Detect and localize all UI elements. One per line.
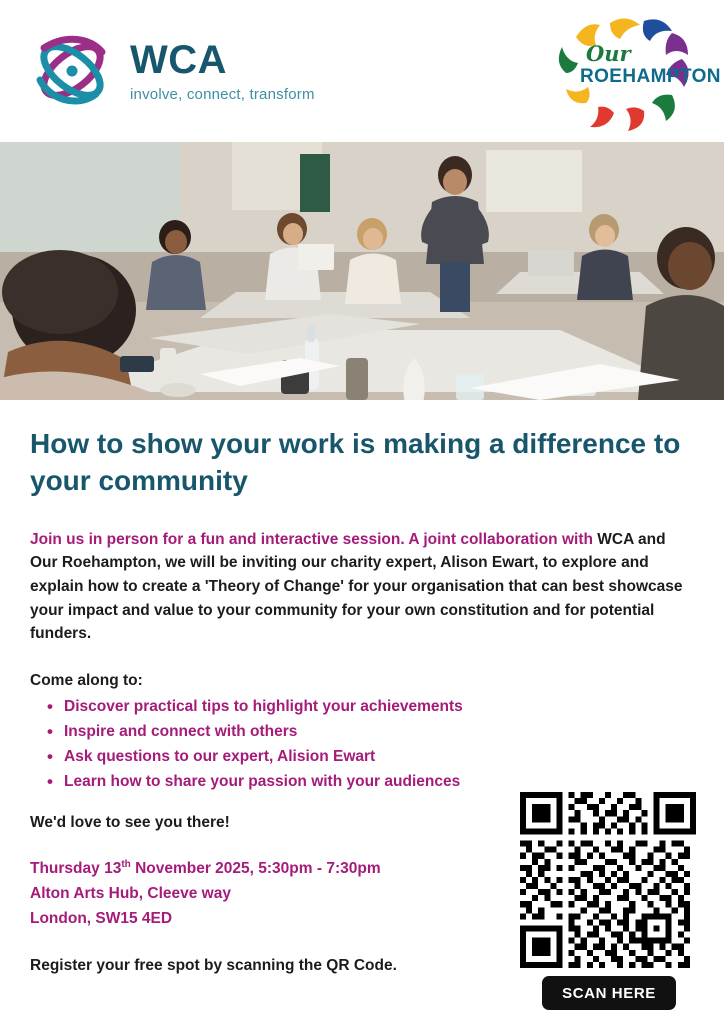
registration-qr-code[interactable]	[520, 792, 696, 968]
list-item: • Learn how to share your passion with your audiences	[64, 769, 694, 794]
closing-line: We'd love to see you there!	[30, 814, 230, 832]
partner-name-word: ROEHAMPTON	[580, 66, 721, 87]
partner-our-word: Our	[586, 41, 631, 66]
our-roehampton-logo	[552, 11, 721, 131]
event-venue: Alton Arts Hub, Cleeve way	[30, 885, 231, 903]
wca-logo	[26, 28, 315, 114]
wca-swirl-icon	[26, 28, 118, 114]
benefits-list	[30, 694, 694, 794]
list-item: • Ask questions to our expert, Alision Ewart	[64, 744, 694, 769]
wca-wordmark	[130, 40, 315, 102]
intro-dark-text: WCA and Our Roehampton, we will be inviting our charity expert, Alison Ewart, to explore and explain how to create a 'Theory of Change' for your organisation that can best showcase your impact and value to your community for your own constitution and for potential funders.	[30, 530, 683, 643]
register-instruction: Register your free spot by scanning the QR Code.	[30, 957, 397, 975]
event-date-prefix: Thursday 13	[30, 860, 122, 878]
workshop-photo	[0, 142, 724, 400]
event-city-postcode: London, SW15 4ED	[30, 910, 173, 928]
wca-name: WCA	[130, 38, 228, 82]
event-date-ordinal: th	[121, 858, 131, 870]
page-title: How to show your work is making a difference to your community	[30, 428, 681, 496]
scan-here-button[interactable]: SCAN HERE	[542, 976, 676, 1010]
wca-tagline: involve, connect, transform	[130, 86, 315, 103]
intro-magenta-text: Join us in person for a fun and interactive session. A joint collaboration with	[30, 530, 598, 548]
come-along-label: Come along to:	[30, 671, 143, 689]
intro-paragraph	[30, 528, 694, 646]
list-item: • Discover practical tips to highlight your achievements	[64, 694, 694, 719]
registration-qr-block[interactable]	[520, 792, 698, 1010]
list-item: • Inspire and connect with others	[64, 719, 694, 744]
page-header	[0, 0, 724, 142]
event-date-rest: November 2025, 5:30pm - 7:30pm	[130, 860, 381, 878]
